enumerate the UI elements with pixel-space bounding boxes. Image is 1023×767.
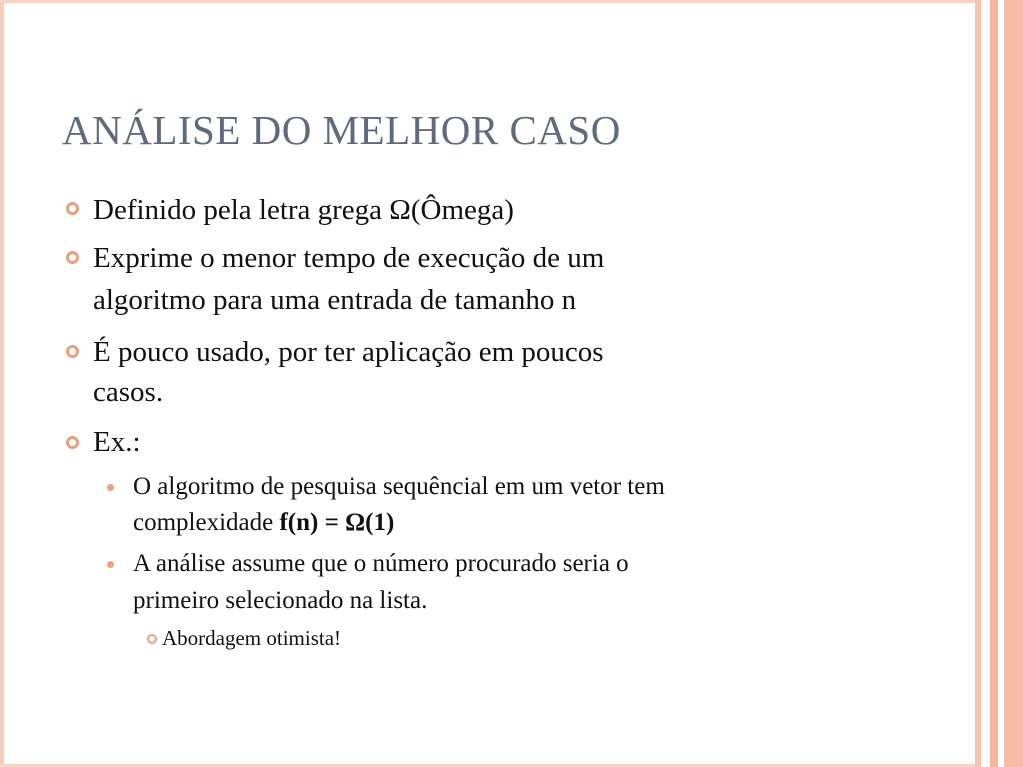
bullet-text: É pouco usado, por ter aplicação em poucos: [93, 336, 604, 368]
bullet-text-continuation: algoritmo para uma entrada de tamanho n: [93, 284, 577, 316]
left-border: [0, 0, 4, 767]
sub-bullet-dot-icon: [107, 484, 114, 491]
stripe: [990, 0, 998, 767]
slide-title: ANÁLISE DO MELHOR CASO: [62, 107, 621, 153]
sub-bullet-dot-icon: [107, 561, 114, 568]
stripe-gap: [981, 0, 990, 767]
sub-sub-bullet-text: Abordagem otimista!: [162, 626, 342, 650]
bullet-text-continuation: casos.: [93, 376, 164, 408]
bullet-text: Ex.:: [93, 426, 141, 458]
sub-bullet-text: O algoritmo de pesquisa sequêncial em um vetor tem: [133, 473, 665, 500]
top-border: [0, 0, 975, 3]
bullet-text: Exprime o menor tempo de execução de um: [93, 242, 605, 274]
sub-sub-bullet-ring-icon: [147, 634, 157, 644]
sub-bullet-text: A análise assume que o número procurado seria o: [133, 550, 629, 577]
bullet-ring-icon: [66, 251, 79, 264]
sub-bullet-text-continuation: [133, 505, 394, 541]
sub-bullet-text-continuation: primeiro selecionado na lista.: [133, 587, 428, 614]
complexity-formula: f(n) = Ω(1): [279, 509, 395, 536]
decorative-stripes: [975, 0, 1023, 767]
bullet-ring-icon: [66, 436, 79, 449]
bullet-ring-icon: [66, 345, 79, 358]
sub-bullet-text-prefix: complexidade: [133, 509, 280, 536]
stripe: [1004, 0, 1023, 767]
bullet-ring-icon: [66, 202, 79, 215]
bullet-text: Definido pela letra grega Ω(Ômega): [93, 194, 514, 226]
